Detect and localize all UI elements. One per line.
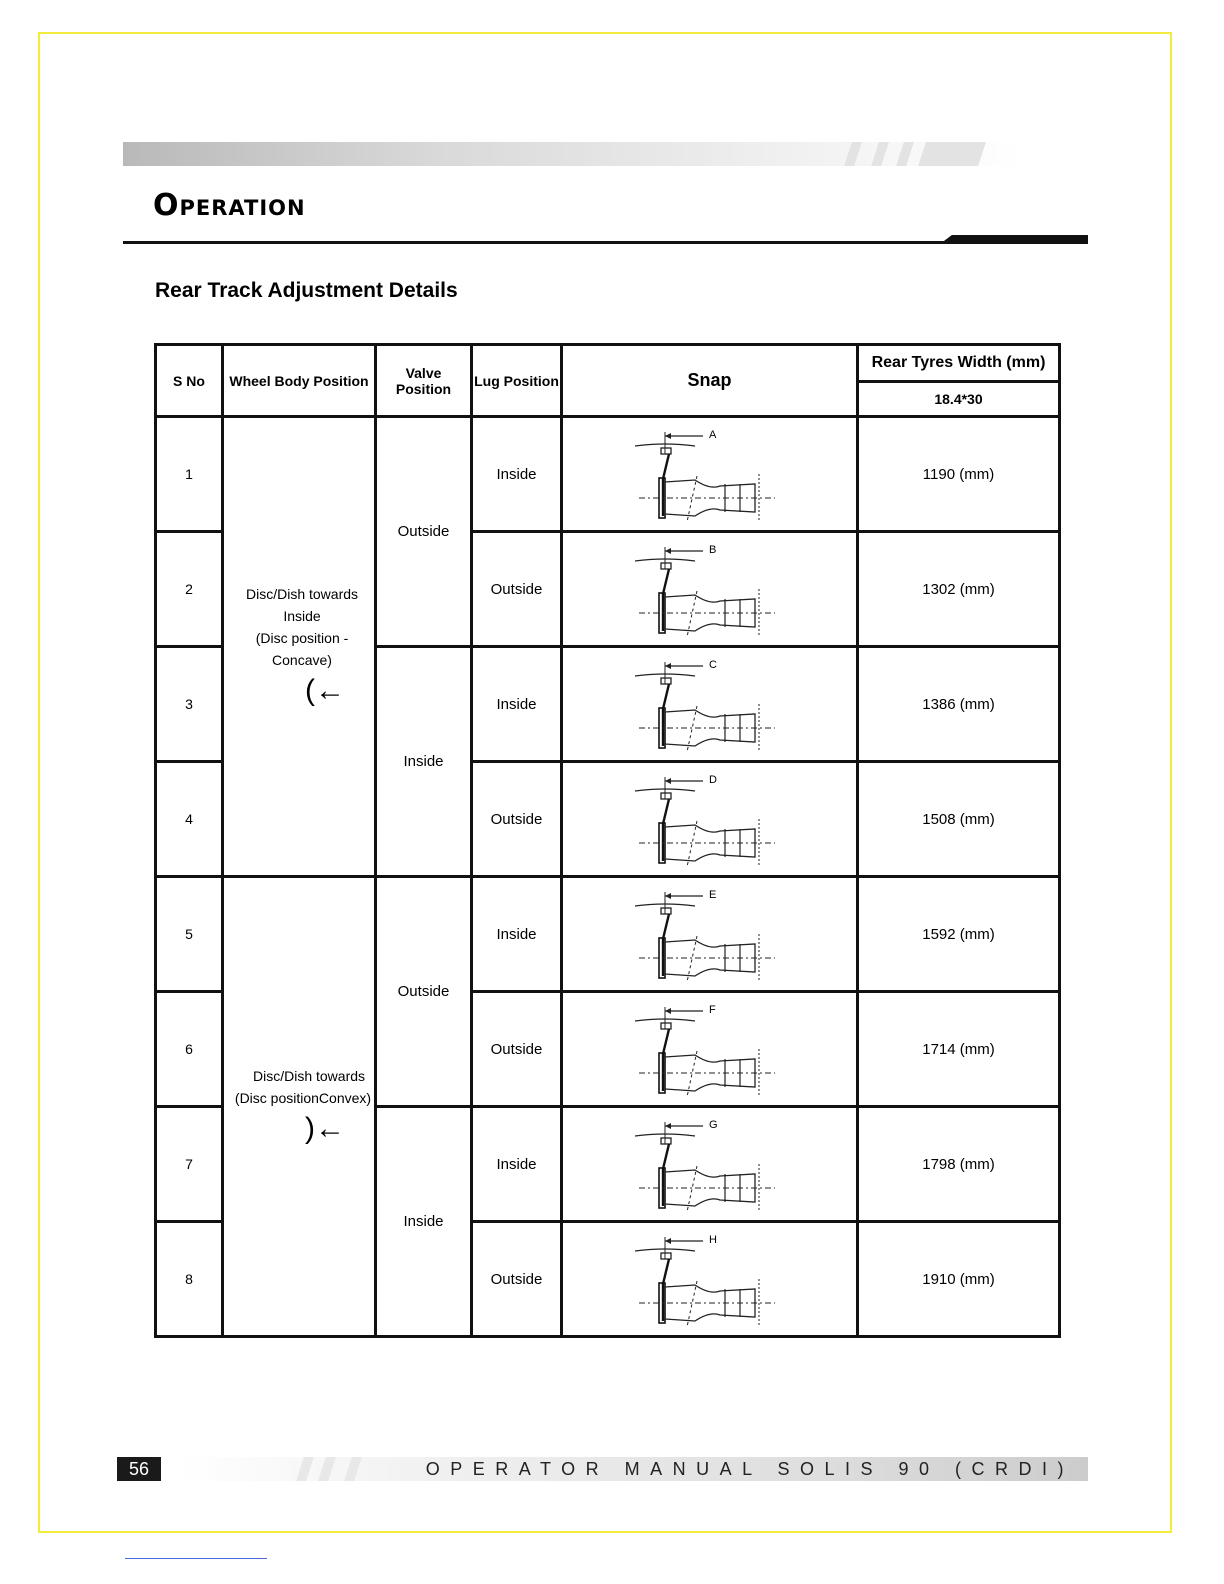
snap-stroke [665, 548, 671, 554]
cell-lug-position: Outside [472, 992, 562, 1107]
snap-stroke [661, 1138, 671, 1144]
rear-track-table [154, 343, 1061, 1338]
header-snap: Snap [562, 345, 858, 417]
snap-stroke [661, 563, 671, 569]
cell-rear-tyre-width: 1714 (mm) [858, 992, 1060, 1107]
header-wheel-body-position: Wheel Body Position [223, 345, 376, 417]
cell-s-no: 2 [156, 532, 223, 647]
cell-snap [562, 1107, 858, 1222]
cell-wheel-body-position [223, 877, 376, 1337]
disc-direction-arrow-icon: )← [305, 1111, 345, 1145]
header-rear-tyres-width: Rear Tyres Width (mm) [858, 345, 1060, 382]
wheel-snap-diagram [625, 424, 795, 524]
cell-snap [562, 1222, 858, 1337]
header-lug-position: Lug Position [472, 345, 562, 417]
title-rule-tab [940, 235, 1088, 244]
snap-dimension-label: A [708, 429, 716, 441]
snap-stroke [665, 1123, 671, 1129]
header-s-no: S No [156, 345, 223, 417]
snap-stroke [663, 799, 669, 861]
cell-snap [562, 417, 858, 532]
table-row [156, 877, 1060, 992]
page-number: 56 [117, 1457, 161, 1481]
wheel-snap-diagram [625, 769, 795, 869]
snap-stroke [663, 1259, 669, 1321]
footer-link-line [125, 1558, 267, 1559]
cell-valve-position: Inside [376, 1107, 472, 1337]
cell-wheel-body-position [223, 417, 376, 877]
wheel-snap-diagram [625, 884, 795, 984]
cell-s-no: 3 [156, 647, 223, 762]
snap-stroke [663, 914, 669, 976]
snap-stroke [661, 448, 671, 454]
table-header-row [156, 345, 1060, 382]
wheel-body-line1: Disc/Dish towards Inside [245, 585, 359, 624]
cell-snap [562, 532, 858, 647]
snap-stroke [665, 778, 671, 784]
cell-rear-tyre-width: 1190 (mm) [858, 417, 1060, 532]
section-title: Operation [153, 188, 306, 223]
snap-stroke [663, 684, 669, 746]
snap-stroke [663, 1144, 669, 1206]
wheel-snap-diagram [625, 1114, 795, 1214]
cell-s-no: 8 [156, 1222, 223, 1337]
snap-stroke [661, 793, 671, 799]
cell-s-no: 4 [156, 762, 223, 877]
wheel-snap-diagram [625, 999, 795, 1099]
cell-lug-position: Outside [472, 762, 562, 877]
cell-rear-tyre-width: 1508 (mm) [858, 762, 1060, 877]
snap-stroke [665, 433, 671, 439]
page-subtitle: Rear Track Adjustment Details [155, 279, 458, 302]
header-valve-position: Valve Position [376, 345, 472, 417]
cell-snap [562, 647, 858, 762]
header-bar [123, 142, 1023, 166]
snap-dimension-label: B [708, 544, 716, 556]
snap-stroke [665, 663, 671, 669]
snap-stroke [661, 1253, 671, 1259]
header-tyre-size: 18.4*30 [858, 382, 1060, 417]
cell-valve-position: Outside [376, 877, 472, 1107]
cell-s-no: 7 [156, 1107, 223, 1222]
snap-stroke [661, 1023, 671, 1029]
snap-dimension-label: H [708, 1234, 717, 1246]
snap-stroke [665, 893, 671, 899]
snap-stroke [661, 678, 671, 684]
cell-rear-tyre-width: 1592 (mm) [858, 877, 1060, 992]
cell-s-no: 1 [156, 417, 223, 532]
wheel-snap-diagram [625, 654, 795, 754]
cell-s-no: 6 [156, 992, 223, 1107]
snap-stroke [663, 1029, 669, 1091]
cell-lug-position: Inside [472, 1107, 562, 1222]
cell-lug-position: Inside [472, 417, 562, 532]
cell-lug-position: Inside [472, 647, 562, 762]
cell-rear-tyre-width: 1798 (mm) [858, 1107, 1060, 1222]
cell-rear-tyre-width: 1910 (mm) [858, 1222, 1060, 1337]
disc-direction-arrow-icon: (← [305, 673, 345, 707]
manual-title: OPERATOR MANUAL SOLIS 90 (CRDI) [425, 1459, 1074, 1479]
wheel-body-line1: Disc/Dish towards [252, 1067, 366, 1084]
cell-rear-tyre-width: 1386 (mm) [858, 647, 1060, 762]
wheel-snap-diagram [625, 1229, 795, 1329]
wheel-body-line2: (Disc position - Concave) [255, 629, 349, 668]
cell-lug-position: Outside [472, 1222, 562, 1337]
wheel-body-line2: (Disc positionConvex) [234, 1089, 372, 1106]
snap-dimension-label: F [708, 1004, 716, 1016]
cell-valve-position: Inside [376, 647, 472, 877]
snap-dimension-label: D [708, 774, 717, 786]
cell-snap [562, 992, 858, 1107]
snap-stroke [665, 1238, 671, 1244]
snap-stroke [663, 454, 669, 516]
cell-snap [562, 877, 858, 992]
snap-stroke [661, 908, 671, 914]
snap-dimension-label: G [708, 1119, 718, 1131]
cell-s-no: 5 [156, 877, 223, 992]
snap-dimension-label: E [708, 889, 716, 901]
wheel-snap-diagram [625, 539, 795, 639]
cell-valve-position: Outside [376, 417, 472, 647]
table-row [156, 417, 1060, 532]
header-stripe [918, 142, 986, 166]
cell-lug-position: Outside [472, 532, 562, 647]
snap-dimension-label: C [708, 659, 717, 671]
snap-stroke [663, 569, 669, 631]
snap-stroke [665, 1008, 671, 1014]
cell-snap [562, 762, 858, 877]
cell-lug-position: Inside [472, 877, 562, 992]
cell-rear-tyre-width: 1302 (mm) [858, 532, 1060, 647]
